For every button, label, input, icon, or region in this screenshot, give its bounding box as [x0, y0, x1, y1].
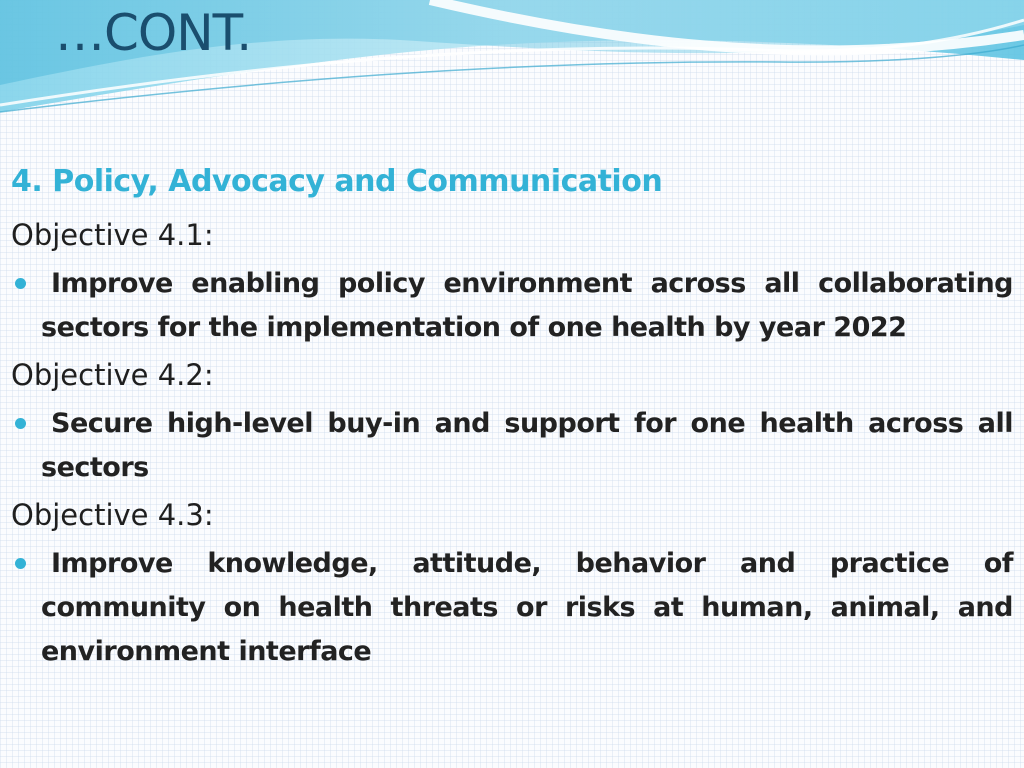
bullet-dot-icon	[15, 278, 26, 289]
bullet-text: Improve enabling policy environment across all collaborating sectors for the implementation of one health by year 2022	[41, 268, 1013, 343]
bullet-item	[11, 262, 1013, 350]
section-heading: 4. Policy, Advocacy and Communication	[11, 164, 663, 199]
slide-title: …CONT.	[55, 4, 252, 62]
objective-label: Objective 4.1:	[11, 218, 214, 252]
bullet-item	[11, 402, 1013, 490]
slide-content	[11, 160, 1013, 678]
bullet-dot-icon	[15, 418, 26, 429]
bullet-item	[11, 542, 1013, 674]
objective-label: Objective 4.3:	[11, 498, 214, 532]
bullet-dot-icon	[15, 558, 26, 569]
bullet-text: Improve knowledge, attitude, behavior and practice of community on health threats or risks at human, animal, and environment interface	[41, 548, 1013, 667]
objective-label: Objective 4.2:	[11, 358, 214, 392]
bullet-text: Secure high-level buy-in and support for one health across all sectors	[41, 408, 1013, 483]
